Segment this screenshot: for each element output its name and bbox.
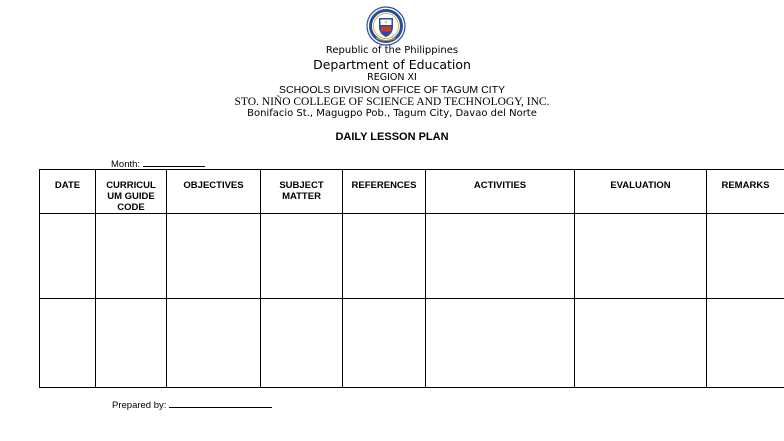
- division-heading: SCHOOLS DIVISION OFFICE OF TAGUM CITY: [279, 84, 505, 96]
- table-cell[interactable]: [707, 299, 784, 388]
- col-header-subject-matter: SUBJECT MATTER: [261, 170, 343, 214]
- col-header-date: DATE: [40, 170, 96, 214]
- month-blank-line[interactable]: [143, 157, 205, 167]
- table-cell[interactable]: [426, 299, 575, 388]
- region-heading: REGION XI: [367, 72, 417, 83]
- table-cell[interactable]: [261, 214, 343, 299]
- department-heading: Department of Education: [313, 57, 471, 72]
- deped-seal-logo: [366, 6, 406, 46]
- table-cell[interactable]: [96, 299, 167, 388]
- table-cell[interactable]: [343, 299, 426, 388]
- col-header-remarks: REMARKS: [707, 170, 784, 214]
- table-cell[interactable]: [167, 299, 261, 388]
- table-cell[interactable]: [575, 214, 707, 299]
- table-cell[interactable]: [261, 299, 343, 388]
- table-cell[interactable]: [575, 299, 707, 388]
- table-cell[interactable]: [96, 214, 167, 299]
- school-name: STO. NIÑO COLLEGE OF SCIENCE AND TECHNOLOGY, INC.: [234, 96, 550, 108]
- prepared-by-label: Prepared by:: [112, 400, 167, 411]
- lesson-plan-table: [39, 169, 784, 388]
- republic-heading: Republic of the Philippines: [325, 45, 459, 56]
- table-cell[interactable]: [426, 214, 575, 299]
- prepared-by-blank-line[interactable]: [169, 398, 272, 408]
- col-header-objectives: OBJECTIVES: [167, 170, 261, 214]
- school-address: Bonifacio St., Magugpo Pob., Tagum City, Davao del Norte: [247, 108, 537, 119]
- table-cell[interactable]: [40, 214, 96, 299]
- table-cell[interactable]: [40, 299, 96, 388]
- col-header-references: REFERENCES: [343, 170, 426, 214]
- table-row: [40, 299, 784, 388]
- table-header-row: [40, 170, 784, 214]
- col-header-evaluation: EVALUATION: [575, 170, 707, 214]
- table-row: [40, 214, 784, 299]
- table-cell[interactable]: [167, 214, 261, 299]
- table-cell[interactable]: [707, 214, 784, 299]
- prepared-by-field[interactable]: [112, 398, 272, 411]
- col-header-curriculum-guide-code: CURRICULUM GUIDE CODE: [96, 170, 167, 214]
- month-label: Month:: [111, 159, 141, 170]
- col-header-activities: ACTIVITIES: [426, 170, 575, 214]
- document-title: DAILY LESSON PLAN: [335, 131, 449, 143]
- table-cell[interactable]: [343, 214, 426, 299]
